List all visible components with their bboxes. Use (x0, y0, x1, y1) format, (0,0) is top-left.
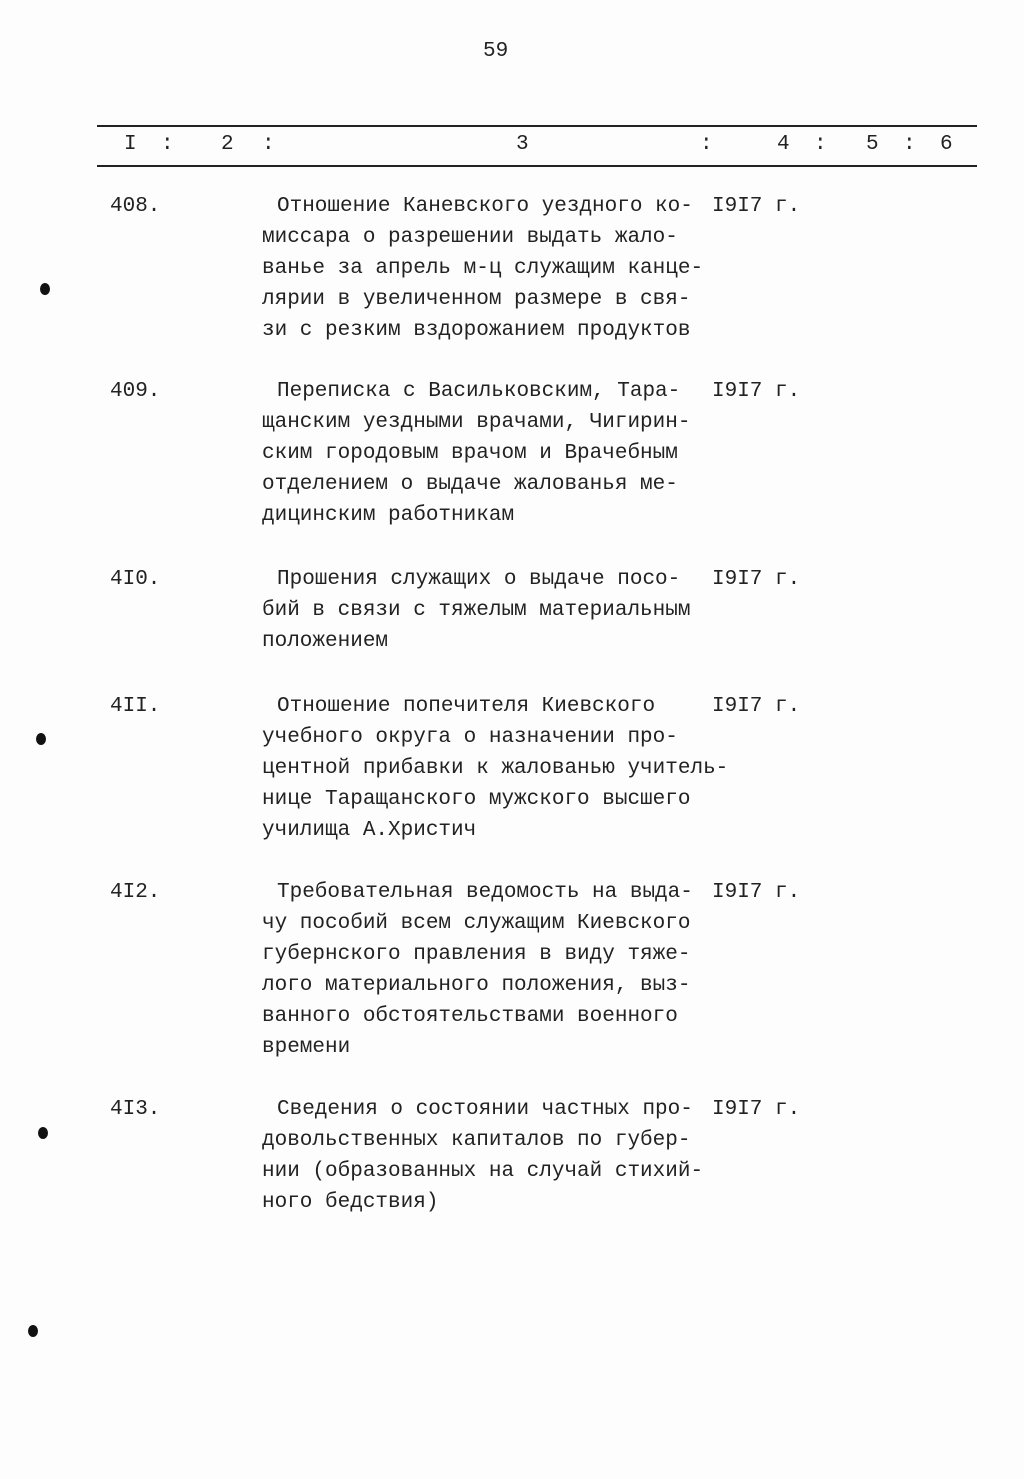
entry-description-line: лярии в увеличенном размере в свя- (262, 288, 691, 311)
column-header: I (124, 133, 137, 156)
entry-description-line: училища А.Христич (262, 819, 477, 842)
entry-description-line: Переписка с Васильковским, Тара- (277, 380, 681, 403)
entry-description-line: Сведения о состоянии частных про- (277, 1098, 693, 1121)
entry-number: 4I2. (110, 881, 161, 904)
entry-description-line: дицинским работникам (262, 504, 515, 527)
entry-number: 408. (110, 195, 161, 218)
entry-year: I9I7 г. (712, 1098, 801, 1121)
entry-description-line: Прошения служащих о выдаче посо- (277, 568, 681, 591)
entry-year: I9I7 г. (712, 568, 801, 591)
page-number: 59 (483, 40, 509, 63)
column-header: 2 (221, 133, 234, 156)
entry-description-line: ским городовым врачом и Врачебным (262, 442, 678, 465)
punch-hole-mark (38, 1127, 48, 1139)
entry-description-line: центной прибавки к жалованью учитель- (262, 757, 729, 780)
entry-description-line: нии (образованных на случай стихий- (262, 1160, 704, 1183)
punch-hole-mark (40, 283, 50, 295)
column-header: 3 (516, 133, 529, 156)
column-header: 5 (866, 133, 879, 156)
column-header: 4 (777, 133, 790, 156)
column-separator: : (814, 133, 827, 156)
entry-description-line: миссара о разрешении выдать жало- (262, 226, 678, 249)
header-bottom-rule (97, 165, 977, 167)
entry-description-line: Отношение попечителя Киевского (277, 695, 656, 718)
entry-description-line: положением (262, 630, 389, 653)
entry-description-line: ванного обстоятельствами военного (262, 1005, 678, 1028)
entry-description-line: довольственных капиталов по губер- (262, 1129, 691, 1152)
column-separator: : (700, 133, 713, 156)
entry-description-line: Требовательная ведомость на выда- (277, 881, 693, 904)
punch-hole-mark (28, 1325, 38, 1337)
entry-number: 4I0. (110, 568, 161, 591)
entry-year: I9I7 г. (712, 695, 801, 718)
entry-description-line: учебного округа о назначении про- (262, 726, 678, 749)
punch-hole-mark (36, 733, 46, 745)
entry-year: I9I7 г. (712, 195, 801, 218)
entry-description-line: ного бедствия) (262, 1191, 439, 1214)
entry-number: 409. (110, 380, 161, 403)
entry-year: I9I7 г. (712, 881, 801, 904)
entry-description-line: бий в связи с тяжелым материальным (262, 599, 691, 622)
column-header: 6 (940, 133, 953, 156)
entry-description-line: зи с резким вздорожанием продуктов (262, 319, 691, 342)
entry-description-line: губернского правления в виду тяже- (262, 943, 691, 966)
entry-description-line: отделением о выдаче жалованья ме- (262, 473, 678, 496)
entry-description-line: Отношение Каневского уездного ко- (277, 195, 693, 218)
entry-number: 4I3. (110, 1098, 161, 1121)
entry-year: I9I7 г. (712, 380, 801, 403)
entry-description-line: щанским уездными врачами, Чигирин- (262, 411, 691, 434)
column-separator: : (262, 133, 275, 156)
column-separator: : (161, 133, 174, 156)
entry-description-line: ванье за апрель м-ц служащим канце- (262, 257, 704, 280)
entry-number: 4II. (110, 695, 161, 718)
entry-description-line: нице Таращанского мужского высшего (262, 788, 691, 811)
column-separator: : (903, 133, 916, 156)
entry-description-line: времени (262, 1036, 351, 1059)
header-top-rule (97, 125, 977, 127)
entry-description-line: чу пособий всем служащим Киевского (262, 912, 691, 935)
entry-description-line: лого материального положения, выз- (262, 974, 691, 997)
